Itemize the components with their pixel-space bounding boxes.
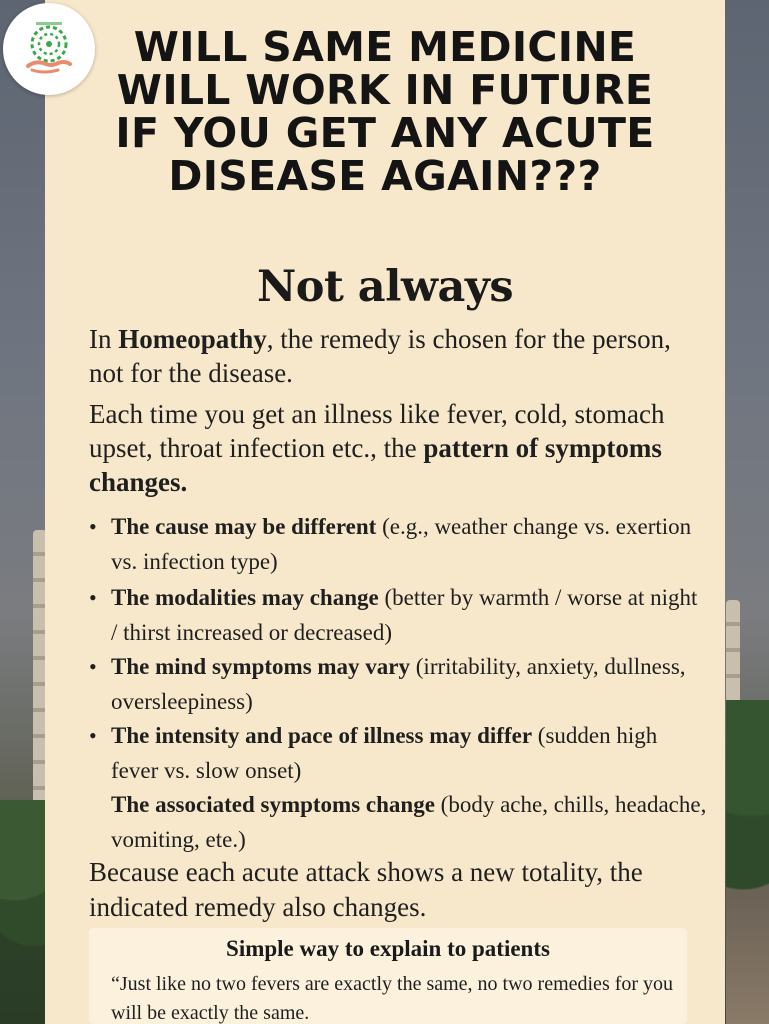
list-item	[89, 718, 709, 787]
intro-bold-text: pattern of symptoms changes.	[89, 433, 662, 497]
bullet-icon: •	[89, 723, 97, 748]
explain-box	[89, 928, 687, 1024]
headline-line-2: WILL WORK IN FUTURE	[116, 66, 654, 114]
bullet-heading: The intensity and pace of illness may differ	[111, 723, 533, 748]
headline	[45, 23, 725, 200]
intro-text: Each time you get an illness like fever, cold, stomach upset, throat infection etc., the	[89, 399, 665, 463]
bullet-list	[89, 509, 709, 857]
headline-line-3: IF YOU GET ANY ACUTE	[115, 109, 655, 157]
explain-quote: “Just like no two fevers are exactly the same, no two remedies for you will be exactly the same.	[111, 973, 674, 1024]
intro-paragraph-2	[89, 397, 689, 499]
intro-bold-text: Homeopathy	[118, 324, 267, 354]
clinic-logo	[3, 3, 95, 95]
conclusion-paragraph: Because each acute attack shows a new totality, the indicated remedy also changes.	[89, 857, 643, 922]
bullet-detail: (irritability, anxiety, dullness, oversleepiness)	[111, 654, 686, 714]
intro-paragraph-1	[89, 322, 689, 390]
list-item	[89, 649, 709, 718]
bullet-icon: •	[89, 585, 97, 610]
bullet-heading: The mind symptoms may vary	[111, 654, 411, 679]
headline-line-4: DISEASE AGAIN???	[168, 152, 602, 200]
bullet-icon: •	[89, 654, 97, 679]
trees-left	[0, 800, 48, 1024]
list-item	[89, 787, 709, 857]
bullet-detail: (better by warmth / worse at night / thirst increased or decreased)	[111, 585, 698, 645]
bullet-heading: The associated symptoms change	[111, 792, 435, 817]
subheading: Not always	[256, 262, 514, 312]
bullet-heading: The cause may be different	[111, 514, 377, 539]
intro-text: , the remedy is chosen for the person, not for the disease.	[89, 324, 671, 388]
bullet-icon: •	[89, 514, 97, 539]
headline-line-1: WILL SAME MEDICINE	[133, 23, 637, 71]
bullet-detail: (body ache, chills, headache, vomiting, ete.)	[111, 792, 707, 852]
hands-holding-leaf-wreath-icon	[14, 14, 84, 84]
trees-right	[726, 700, 769, 1024]
intro-text: In	[89, 324, 119, 354]
bullet-detail: (sudden high fever vs. slow onset)	[111, 723, 658, 783]
list-item	[89, 509, 709, 580]
bullet-detail: (e.g., weather change vs. exertion vs. infection type)	[111, 514, 692, 574]
bullet-heading: The modalities may change	[111, 585, 379, 610]
explain-title: Simple way to explain to patients	[226, 936, 550, 961]
list-item	[89, 580, 709, 649]
